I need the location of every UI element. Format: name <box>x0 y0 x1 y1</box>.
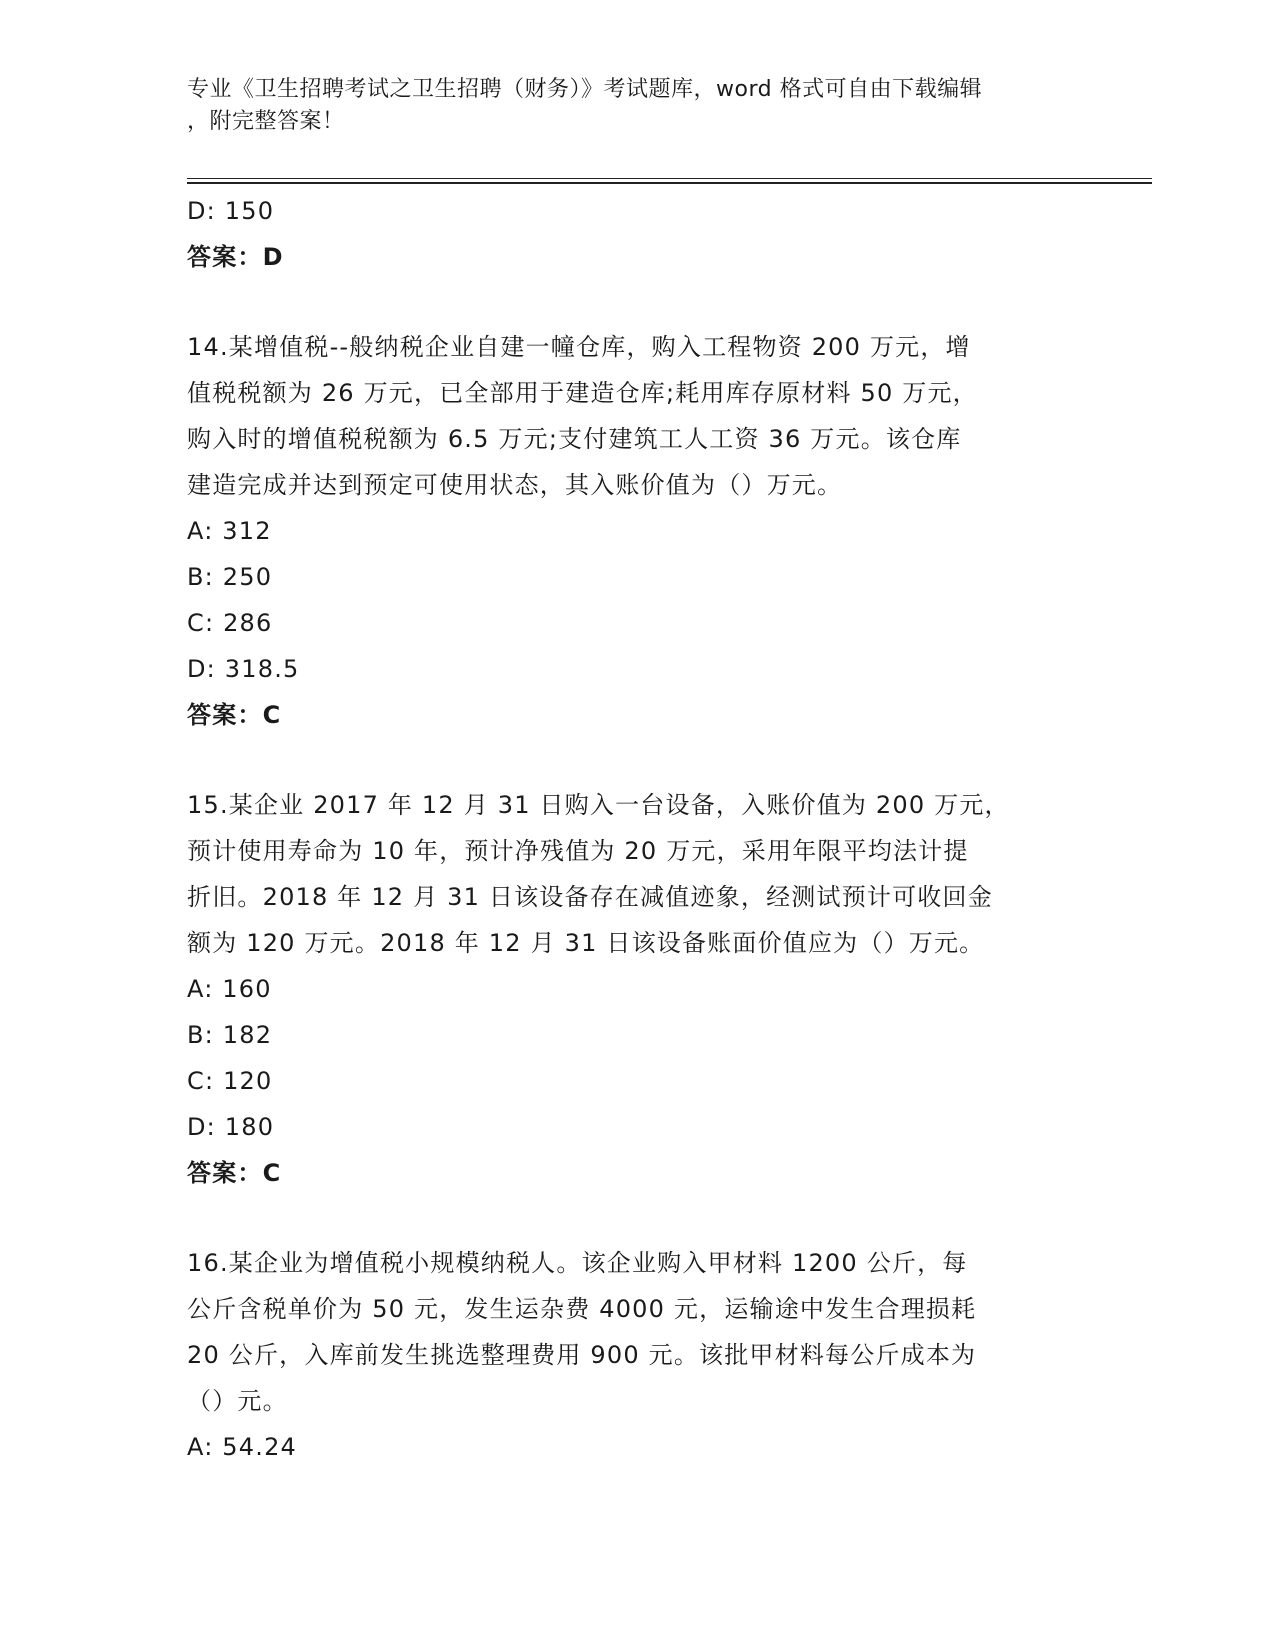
header-line-2: ，附完整答案！ <box>187 109 345 134</box>
option-c: C: 286 <box>187 609 273 637</box>
question-text-line: 折旧。2018 年 12 月 31 日该设备存在减值迹象，经测试预计可收回金 <box>187 883 993 911</box>
spacer <box>187 738 1087 782</box>
question-text-line: 购入时的增值税税额为 6.5 万元;支付建筑工人工资 36 万元。该仓库 <box>187 425 962 453</box>
previous-question-tail <box>187 188 1087 280</box>
answer: 答案：C <box>187 1159 282 1187</box>
question-text-line: 15.某企业 2017 年 12 月 31 日购入一台设备，入账价值为 200 万元， <box>187 791 1010 819</box>
option-d: D: 180 <box>187 1113 275 1141</box>
header-divider-top <box>187 178 1152 179</box>
answer: 答案：C <box>187 701 282 729</box>
question-text-line: 公斤含税单价为 50 元，发生运杂费 4000 元，运输途中发生合理损耗 <box>187 1295 977 1323</box>
header-line-1: 专业《卫生招聘考试之卫生招聘（财务）》考试题库，word 格式可自由下载编辑 <box>187 77 983 102</box>
answer: 答案：D <box>187 243 284 271</box>
question-text-line: 预计使用寿命为 10 年，预计净残值为 20 万元，采用年限平均法计提 <box>187 837 969 865</box>
option-d: D: 318.5 <box>187 655 300 683</box>
question-text-line: 20 公斤，入库前发生挑选整理费用 900 元。该批甲材料每公斤成本为 <box>187 1341 977 1369</box>
question-text-line: 值税税额为 26 万元，已全部用于建造仓库;耗用库存原材料 50 万元， <box>187 379 978 407</box>
spacer <box>187 1196 1087 1240</box>
question-text-line: 额为 120 万元。2018 年 12 月 31 日该设备账面价值应为（）万元。 <box>187 929 985 957</box>
option-b: B: 182 <box>187 1021 273 1049</box>
option-d: D: 150 <box>187 197 275 225</box>
question-text-line: 16.某企业为增值税小规模纳税人。该企业购入甲材料 1200 公斤，每 <box>187 1249 968 1277</box>
option-a: A: 312 <box>187 517 272 545</box>
question-16 <box>187 1240 1087 1470</box>
question-15 <box>187 782 1087 1196</box>
spacer <box>187 280 1087 324</box>
document-header <box>187 74 1067 138</box>
document-body <box>187 188 1087 1470</box>
option-b: B: 250 <box>187 563 273 591</box>
option-c: C: 120 <box>187 1067 273 1095</box>
option-a: A: 54.24 <box>187 1433 298 1461</box>
question-text-line: （）元。 <box>187 1387 288 1415</box>
question-text-line: 14.某增值税--般纳税企业自建一幢仓库，购入工程物资 200 万元，增 <box>187 333 971 361</box>
question-14 <box>187 324 1087 738</box>
question-text-line: 建造完成并达到预定可使用状态，其入账价值为（）万元。 <box>187 471 843 499</box>
option-a: A: 160 <box>187 975 272 1003</box>
header-divider-bottom <box>187 182 1152 184</box>
